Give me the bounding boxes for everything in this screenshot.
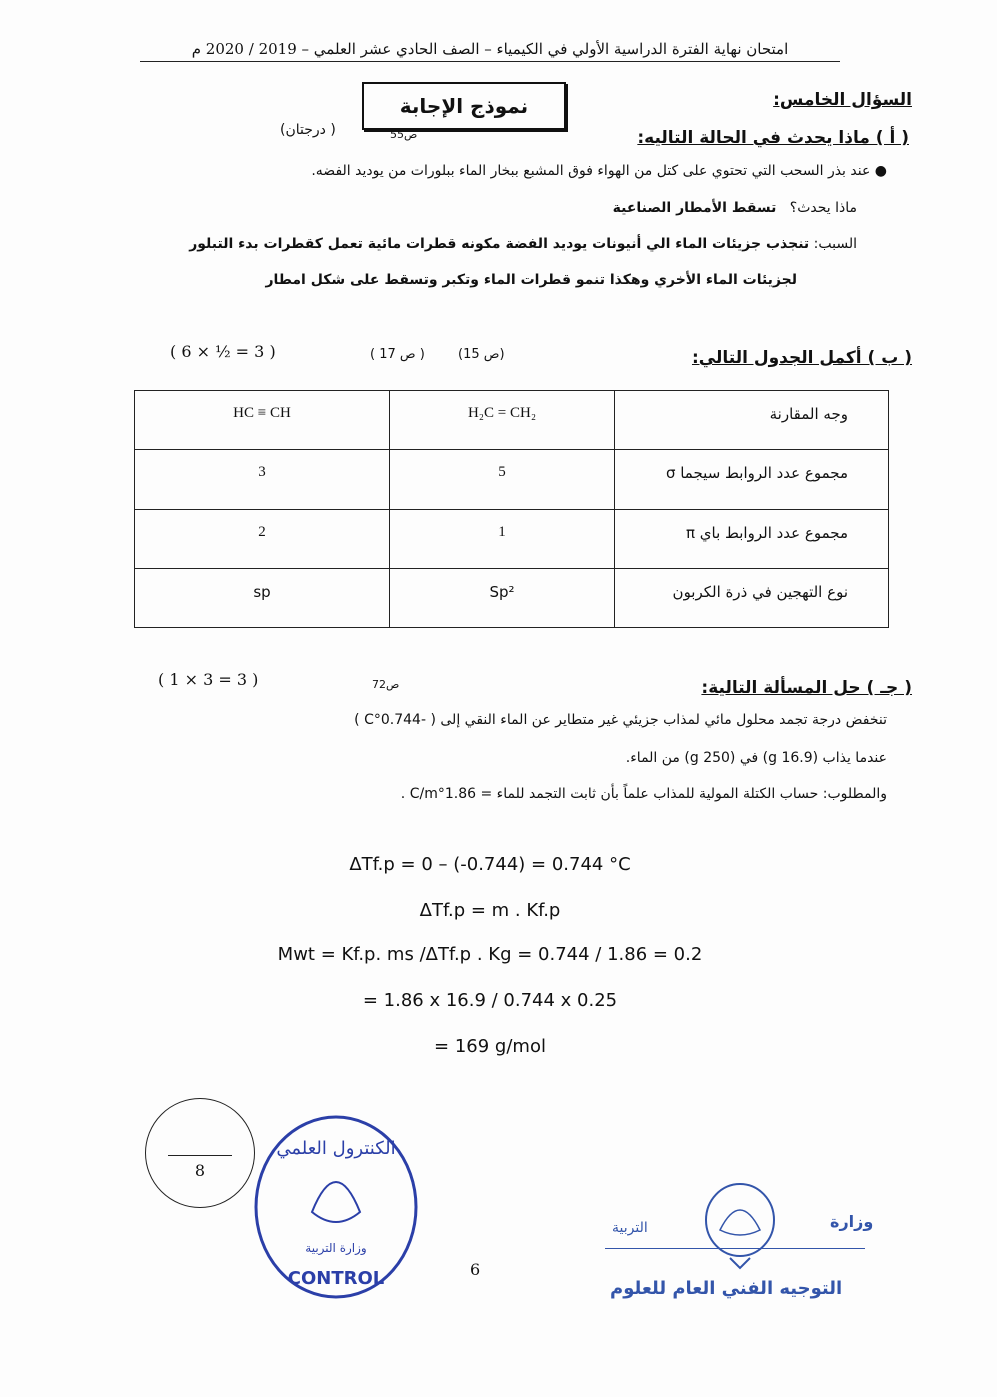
cell-ethene-sigma: 5 bbox=[390, 450, 615, 509]
stamp-bottom-text: CONTROL bbox=[287, 1268, 385, 1289]
header-ethyne: HC ≡ CH bbox=[135, 391, 390, 450]
bullet-dot: ● bbox=[870, 163, 887, 179]
cell-ethyne-sigma: 3 bbox=[135, 450, 390, 509]
reason-text1: تنجذب جزيئات الماء الي أنيونات يوديد الفضة مكونه قطرات مائية تعمل كقطرات بدء التبلور bbox=[189, 236, 810, 252]
cell-ethene-hybrid: Sp² bbox=[390, 568, 615, 627]
question-title: السؤال الخامس: bbox=[773, 90, 912, 110]
emblem-icon bbox=[312, 1182, 360, 1222]
model-answer-box: نموذج الإجابة bbox=[362, 82, 566, 130]
score-divider bbox=[168, 1155, 232, 1156]
part-b-page-ref2: ( ص 17 ) bbox=[370, 347, 425, 362]
reason-line1 bbox=[97, 236, 857, 252]
solution-eq3: Mwt = Kf.p. ms /ΔTf.p . Kg = 0.744 / 1.86 = 0.2 bbox=[277, 944, 703, 965]
score-value: 8 bbox=[194, 1161, 206, 1180]
cell-label-pi: مجموع عدد الروابط باي π bbox=[615, 509, 889, 568]
header-ethene: H₂C = CH₂ bbox=[390, 391, 615, 450]
cell-ethyne-hybrid: sp bbox=[135, 568, 390, 627]
problem-line2: عندما يذاب (16.9 g) في (250 g) من الماء. bbox=[625, 750, 887, 766]
page-number: 6 bbox=[470, 1260, 481, 1279]
problem-line1: تنخفض درجة تجمد محلول مائي لمذاب جزيئي غير متطاير عن الماء النقي إلى ( -0.744°C ) bbox=[354, 712, 887, 728]
part-b-page-ref1: (ص 15) bbox=[458, 347, 505, 362]
table-row bbox=[135, 450, 889, 509]
part-c-label: ( جـ ) حل المسألة التالية: bbox=[701, 678, 912, 698]
stamp-middle-text: وزارة التربية bbox=[305, 1241, 367, 1255]
table-row bbox=[135, 568, 889, 627]
solution-eq1: ΔTf.p = 0 – (-0.744) = 0.744 °C bbox=[349, 854, 631, 875]
solution-eq5: = 169 g/mol bbox=[434, 1036, 546, 1057]
solution-eq4: = 1.86 x 16.9 / 0.744 x 0.25 bbox=[362, 990, 618, 1011]
part-a-label: ( أ ) ماذا يحدث في الحالة التاليه: bbox=[637, 128, 909, 148]
ministry-emblem-icon bbox=[700, 1180, 780, 1270]
comparison-table bbox=[134, 390, 889, 628]
problem-line3: والمطلوب: حساب الكتلة المولية للمذاب علماً بأن ثابت التجمد للماء = 1.86°C/m . bbox=[400, 786, 887, 802]
cell-label-sigma: مجموع عدد الروابط سيجما σ bbox=[615, 450, 889, 509]
header-comparison: وجه المقارنة bbox=[615, 391, 889, 450]
part-a-page-ref: ص55 bbox=[390, 128, 418, 141]
bullet-text: عند بذر السحب التي تحتوي على كتل من الهواء فوق المشبع ببخار الماء ببلورات من يوديد الفضه. bbox=[311, 163, 871, 179]
what-happens-label: ماذا يحدث؟ bbox=[789, 200, 857, 216]
reason-label: السبب: bbox=[813, 236, 857, 252]
part-b-label: ( ب ) أكمل الجدول التالي: bbox=[691, 348, 912, 368]
cell-ethene-pi: 1 bbox=[390, 509, 615, 568]
part-a-marks: ( درجتان) bbox=[280, 122, 336, 138]
ministry-line2: التربية bbox=[612, 1220, 648, 1236]
table-row bbox=[135, 509, 889, 568]
control-stamp bbox=[252, 1112, 420, 1302]
ministry-divider bbox=[605, 1248, 865, 1249]
cell-label-hybrid: نوع التهجين في ذرة الكربون bbox=[615, 568, 889, 627]
part-c-page-ref: ص72 bbox=[372, 678, 400, 691]
cell-ethyne-pi: 2 bbox=[135, 509, 390, 568]
solution-eq2: ΔTf.p = m . Kf.p bbox=[419, 900, 561, 921]
what-happens bbox=[613, 200, 857, 216]
reason-line2: لجزيئات الماء الأخري وهكذا تنمو قطرات الماء وتكبر وتسقط على شكل امطار bbox=[265, 272, 797, 288]
what-happens-answer: تسقط الأمطار الصناعية bbox=[612, 200, 777, 216]
part-b-marks: ( 6 × ½ = 3 ) bbox=[170, 342, 276, 361]
part-c-marks: ( 1 × 3 = 3 ) bbox=[158, 670, 259, 689]
score-circle bbox=[145, 1098, 255, 1208]
stamp-top-text: الكنترول العلمي bbox=[276, 1138, 396, 1159]
part-a-bullet bbox=[107, 163, 887, 179]
ministry-line1: وزارة bbox=[830, 1212, 874, 1231]
ministry-line3: التوجيه الفني العام للعلوم bbox=[610, 1278, 843, 1299]
table-header-row bbox=[135, 391, 889, 450]
exam-header: امتحان نهاية الفترة الدراسية الأولي في الكيمياء – الصف الحادي عشر العلمي – 2019 / 2020 م bbox=[140, 40, 840, 62]
